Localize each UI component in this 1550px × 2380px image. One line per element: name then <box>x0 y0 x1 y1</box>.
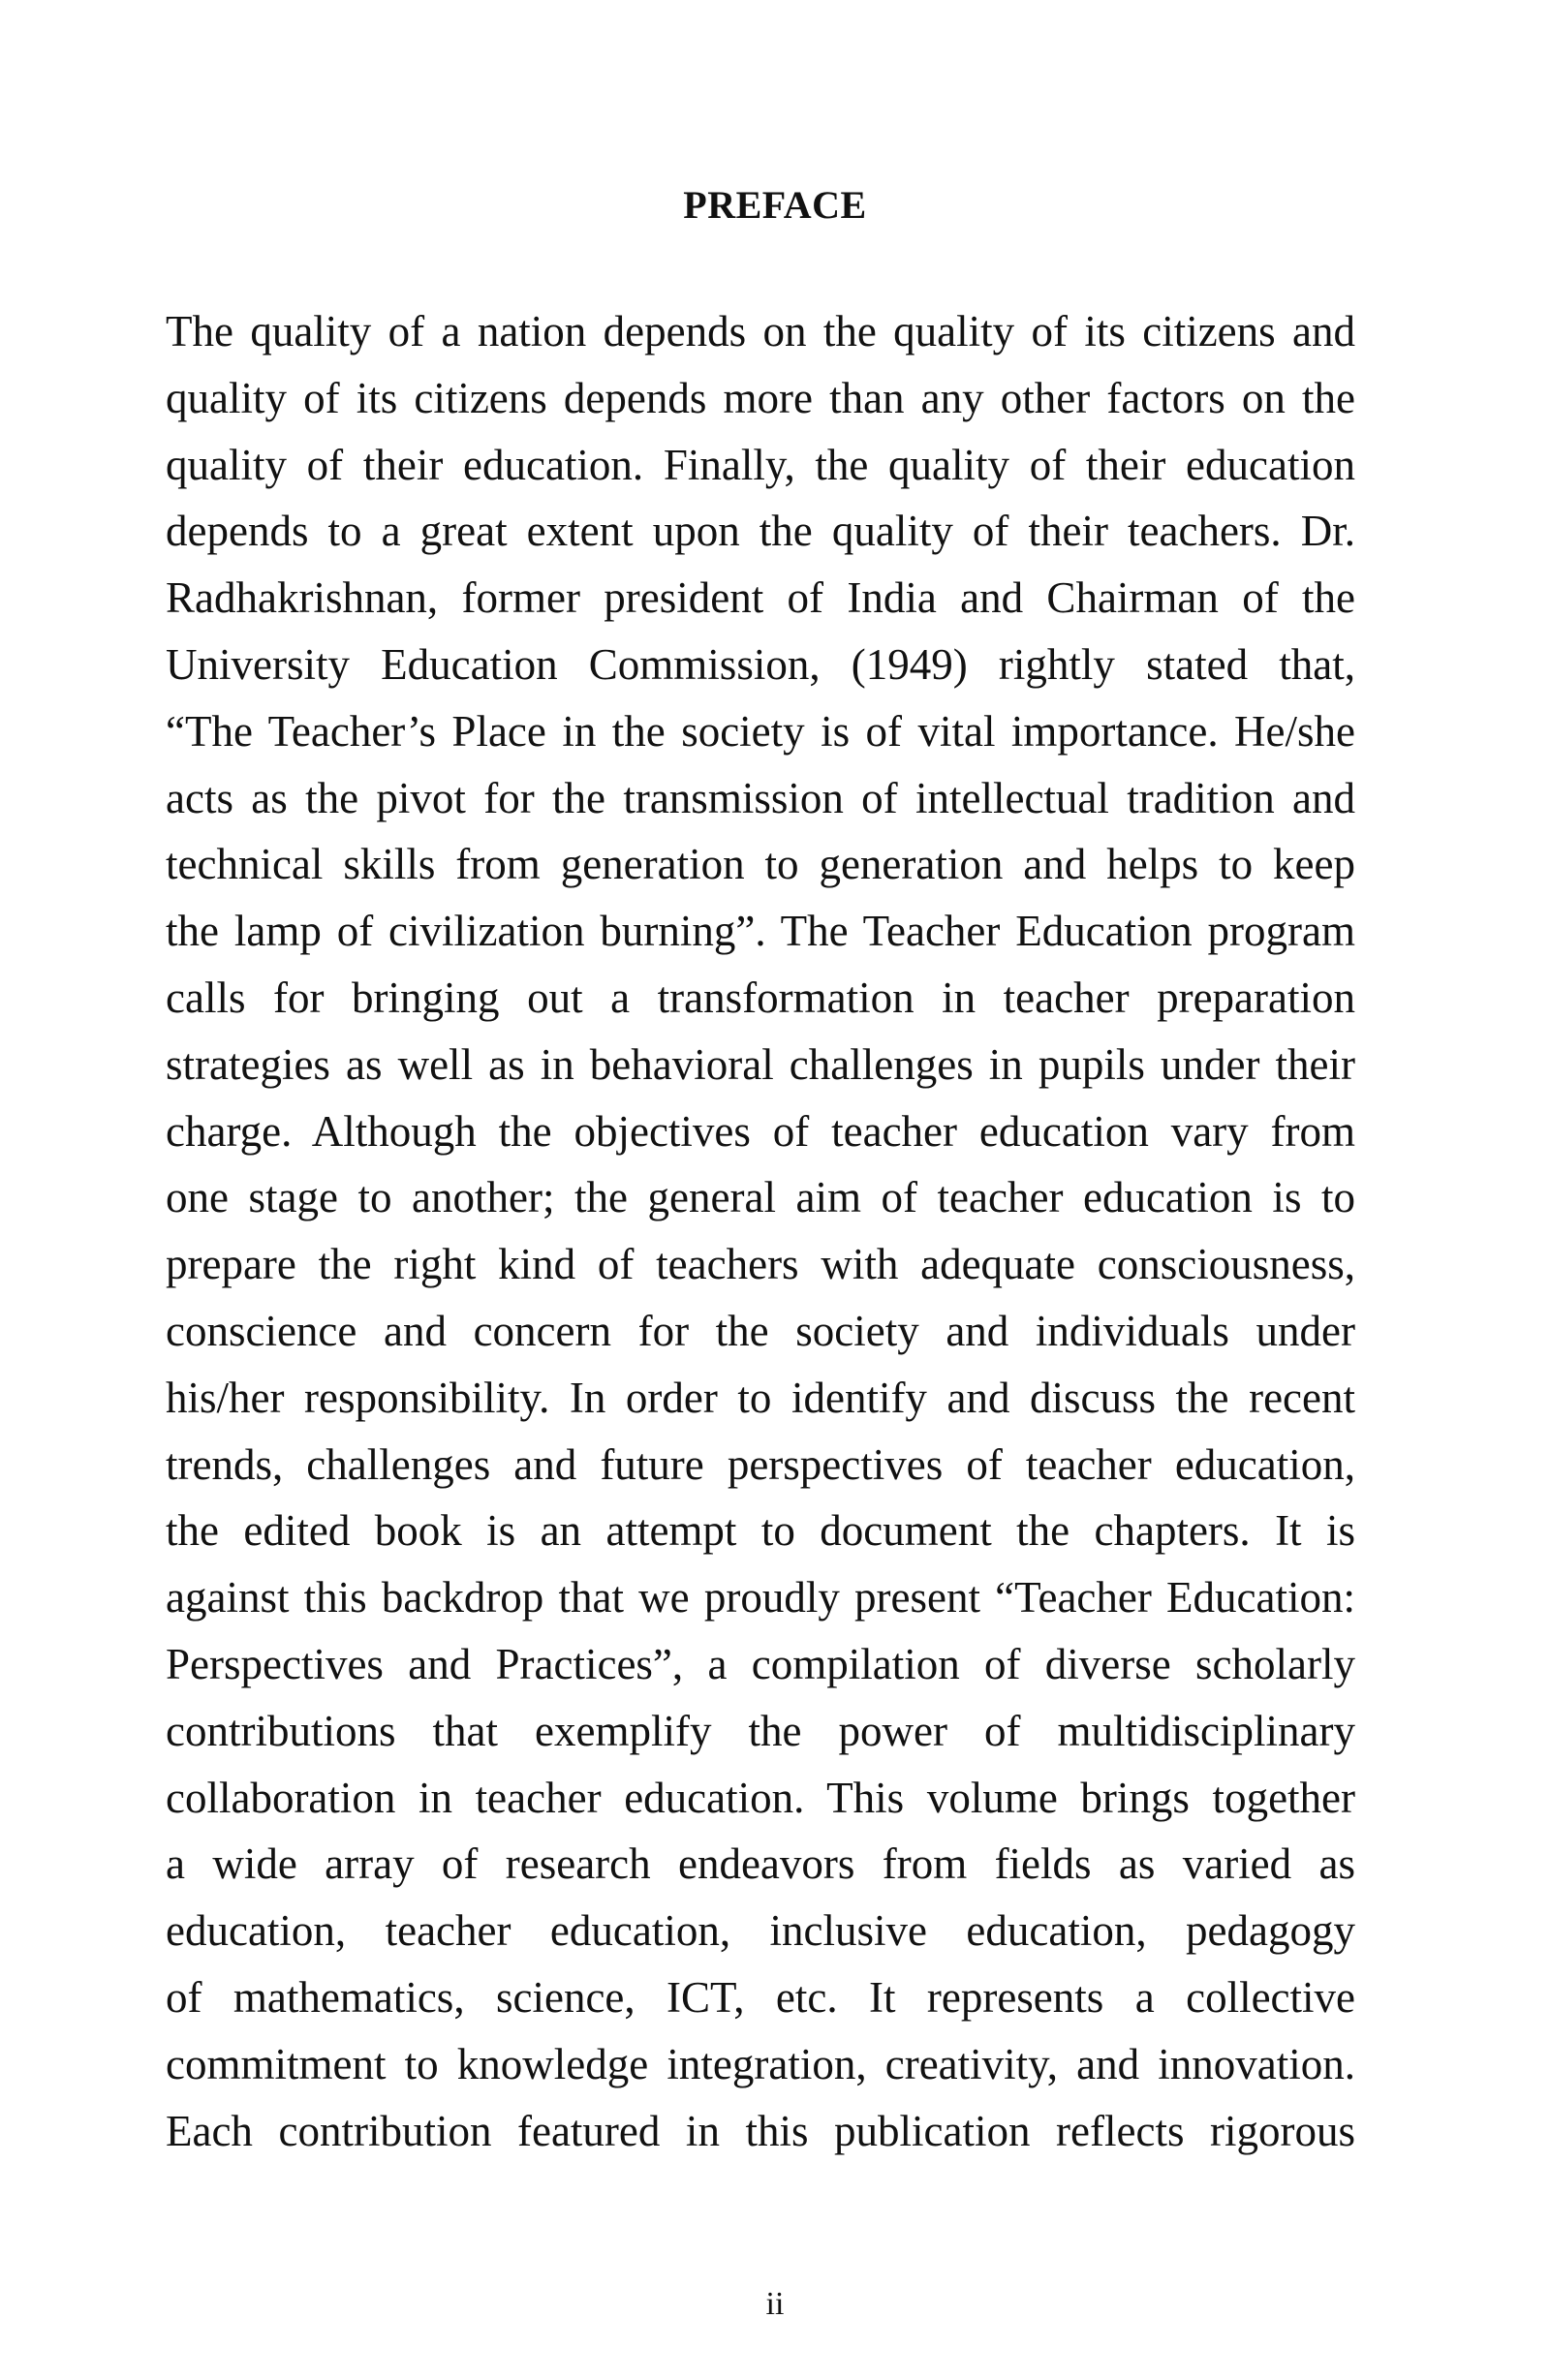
text-line: Perspectives and Practices”, a compilation of diverse scholarly <box>166 1639 1355 1688</box>
text-line: quality of their education. Finally, the quality of their education <box>166 440 1355 489</box>
text-line: the edited book is an attempt to document the chapters. It is <box>166 1506 1355 1556</box>
text-line: against this backdrop that we proudly present “Teacher Education: <box>166 1573 1355 1623</box>
text-line: technical skills from generation to generation and helps to keep <box>166 840 1355 889</box>
text-line: The quality of a nation depends on the quality of its citizens and <box>166 307 1355 355</box>
text-line: the lamp of civilization burning”. The Teacher Education program <box>166 907 1355 956</box>
text-line: commitment to knowledge integration, creativity, and innovation. <box>166 2039 1355 2088</box>
text-line: “The Teacher’s Place in the society is of vital importance. He/she <box>166 706 1355 756</box>
text-line: his/her responsibility. In order to identify and discuss the recent <box>166 1373 1355 1422</box>
text-line: acts as the pivot for the transmission of intellectual tradition and <box>166 773 1355 822</box>
text-line: conscience and concern for the society and individuals under <box>166 1306 1355 1355</box>
page-number: ii <box>765 2286 785 2322</box>
text-line: prepare the right kind of teachers with adequate consciousness, <box>166 1240 1355 1289</box>
text-line: one stage to another; the general aim of teacher education is to <box>166 1173 1355 1222</box>
text-line: trends, challenges and future perspectives of teacher education, <box>166 1439 1355 1489</box>
preface-body <box>166 298 1355 2164</box>
text-line: a wide array of research endeavors from fields as varied as <box>166 1839 1355 1889</box>
text-line: quality of its citizens depends more than any other factors on the <box>166 373 1355 422</box>
text-line: calls for bringing out a transformation in teacher preparation <box>166 973 1355 1022</box>
text-line: of mathematics, science, ICT, etc. It represents a collective <box>166 1972 1355 2022</box>
text-line: Radhakrishnan, former president of India and Chairman of the <box>166 573 1355 623</box>
text-line: charge. Although the objectives of teacher education vary from <box>166 1106 1355 1156</box>
text-line: education, teacher education, inclusive education, pedagogy <box>166 1906 1355 1956</box>
page-title: PREFACE <box>683 183 867 227</box>
text-line: contributions that exemplify the power of multidisciplinary <box>166 1706 1355 1755</box>
text-line: University Education Commission, (1949) rightly stated that, <box>166 639 1355 689</box>
text-line: depends to a great extent upon the quality of their teachers. Dr. <box>166 507 1355 556</box>
text-line: collaboration in teacher education. This volume brings together <box>166 1773 1355 1822</box>
text-line: strategies as well as in behavioral challenges in pupils under their <box>166 1039 1355 1089</box>
text-line: Each contribution featured in this publication reflects rigorous <box>166 2106 1355 2155</box>
